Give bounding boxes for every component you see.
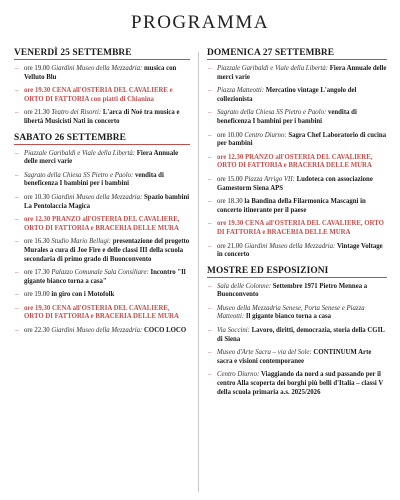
bullet-dash: – bbox=[15, 87, 19, 95]
entry-description: PRANZO all'OSTERIA DEL CAVALIERE, ORTO DI FATTORIA e BRACERIA DELLE MURA bbox=[217, 153, 373, 170]
entry-time: ore 12.30 bbox=[24, 216, 51, 224]
bullet-dash: – bbox=[208, 327, 212, 335]
program-entry bbox=[14, 172, 190, 189]
section-heading-sabato-26-settembre: SABATO 26 SETTEMBRE bbox=[14, 133, 190, 145]
entry-location: Museo d'Arte Sacra – via del Sole: bbox=[217, 349, 312, 357]
program-entry bbox=[207, 65, 387, 82]
bullet-dash: – bbox=[15, 269, 19, 277]
entry-location: Piazza Arrigo VII: bbox=[244, 175, 295, 183]
program-entry bbox=[207, 198, 387, 215]
entry-location: Sagrato della Chiesa SS Pietro e Paolo: bbox=[217, 109, 327, 117]
entry-description: Ludoteca con associazione Gamestorm Siena APS bbox=[217, 175, 373, 192]
entry-time: ore 16.30 bbox=[24, 238, 50, 246]
bullet-dash: – bbox=[15, 304, 19, 312]
entry-description: Viaggiando da nord a sud passando per il centro Alla scoperta dei borghi più belli d'Italia – classi V della scuola primaria a.s. 2025/2026 bbox=[217, 371, 384, 396]
entry-description: L'arca di Noè tra musica e libertà Musicisti Nati in concerto bbox=[24, 109, 180, 125]
entry-location: Piazzale Garibaldi e Viale della Libertà: bbox=[24, 149, 136, 157]
entry-location: Centro Diurno: bbox=[244, 131, 287, 139]
program-entry bbox=[14, 87, 190, 104]
program-entry bbox=[14, 194, 190, 211]
bullet-dash: – bbox=[15, 65, 19, 72]
entry-description: CENA all'OSTERIA DEL CAVALIERE, ORTO DI FATTORIA e BRACERIA DELLE MURA bbox=[217, 220, 384, 236]
entry-location: Museo della Mezzadria Senese, Porta Senese e Piazza Matteotti: bbox=[217, 304, 365, 321]
bullet-dash: – bbox=[208, 131, 212, 139]
column-divider bbox=[198, 52, 199, 492]
program-entry bbox=[207, 305, 387, 322]
entry-location: Giardini Museo della Mezzadria: bbox=[51, 193, 143, 201]
bullet-dash: – bbox=[15, 238, 19, 246]
entry-location: Piazza Matteotti: bbox=[217, 87, 265, 95]
bullet-dash: – bbox=[15, 149, 19, 157]
entry-time: ore 19.00 bbox=[24, 291, 50, 299]
bullet-dash: – bbox=[15, 216, 19, 224]
bullet-dash: – bbox=[208, 65, 212, 72]
entry-description: Lavoro, diritti, democrazia, storia della CGIL di Siena bbox=[217, 327, 385, 343]
entry-time: ore 18.30 bbox=[217, 198, 243, 206]
bullet-dash: – bbox=[208, 109, 212, 117]
bullet-dash: – bbox=[15, 291, 19, 299]
bullet-dash: – bbox=[208, 304, 212, 312]
entry-location: Giardini Museo della Mezzadria: bbox=[51, 65, 143, 72]
bullet-dash: – bbox=[15, 193, 19, 201]
entry-description: vendita di beneficenza I bambini per i bambini bbox=[217, 109, 357, 125]
entry-description: Mercatino vintage L'angolo del collezionista bbox=[217, 87, 357, 103]
entry-time: ore 19.30 bbox=[24, 304, 51, 312]
entry-time: ore 21.30 bbox=[24, 109, 50, 117]
bullet-dash: – bbox=[15, 327, 19, 335]
program-entry bbox=[14, 109, 190, 126]
page-title: PROGRAMMA bbox=[130, 12, 270, 33]
entry-location: Sagrato della Chiesa SS Pietro e Paolo: bbox=[24, 171, 134, 179]
entry-time: ore 12.30 bbox=[217, 153, 244, 161]
program-entry bbox=[14, 238, 190, 264]
left-column bbox=[14, 48, 190, 341]
entry-location: Centro Diurno: bbox=[217, 371, 260, 379]
entry-location: Sala delle Colonne: bbox=[217, 282, 271, 290]
program-entry bbox=[14, 65, 190, 82]
entry-description: Vintage Voltage in concerto bbox=[217, 242, 383, 259]
entry-time: ore 17.30 bbox=[24, 269, 50, 277]
entry-description: musica con Velluto Blu bbox=[24, 65, 177, 81]
section-heading-domenica-27-settembre: DOMENICA 27 SETTEMBRE bbox=[207, 48, 387, 60]
entry-location: Piazzale Garibaldi e Viale della Libertà: bbox=[217, 65, 329, 72]
bullet-dash: – bbox=[208, 198, 212, 206]
program-entry bbox=[14, 305, 190, 322]
program-entry bbox=[14, 327, 190, 336]
bullet-dash: – bbox=[15, 171, 19, 179]
entry-description: vendita di beneficenza I bambini per i bambini bbox=[24, 171, 164, 188]
bullet-dash: – bbox=[208, 242, 212, 250]
entry-time: ore 19.30 bbox=[217, 220, 244, 228]
program-entry bbox=[207, 87, 387, 104]
right-column bbox=[207, 48, 387, 402]
program-entry bbox=[14, 291, 190, 300]
program-entry bbox=[207, 132, 387, 149]
entry-time: ore 19.00 bbox=[24, 65, 50, 72]
bullet-dash: – bbox=[208, 87, 212, 95]
entry-description: CENA all'OSTERIA DEL CAVALIERE, ORTO DI FATTORIA e BRACERIA DELLE MURA bbox=[24, 304, 179, 321]
entry-description: CONTINUUM Arte sacra e visioni contemporanee bbox=[217, 349, 372, 365]
entry-location: Teatro dei Risorti: bbox=[51, 109, 102, 117]
entry-time: ore 10.00 bbox=[217, 131, 243, 139]
program-entry bbox=[14, 216, 190, 233]
entry-description: Fiera Annuale delle merci varie bbox=[217, 65, 387, 81]
bullet-dash: – bbox=[208, 282, 212, 290]
entry-time: ore 22.30 bbox=[24, 327, 50, 335]
entry-description: Spazio bambini La Pentolaccia Magica bbox=[24, 193, 190, 210]
entry-location: Giardini Museo della Mezzadria: bbox=[244, 242, 336, 250]
program-entry bbox=[207, 109, 387, 126]
entry-description: Fiera Annuale delle merci varie bbox=[24, 149, 179, 166]
program-entry bbox=[207, 283, 387, 300]
entry-description: CENA all'OSTERIA DEL CAVALIERE e ORTO DI FATTORIA con piatti di Chianina bbox=[24, 87, 173, 103]
program-entry bbox=[207, 371, 387, 397]
bullet-dash: – bbox=[208, 175, 212, 183]
entry-time: ore 21.00 bbox=[217, 242, 243, 250]
entry-time: ore 15.00 bbox=[217, 175, 243, 183]
entry-description: in giro con i Motofolk bbox=[51, 291, 115, 299]
entry-description: Sagra Chef Laboratorio di cucina per bambini bbox=[217, 131, 387, 148]
program-entry bbox=[207, 176, 387, 193]
entry-location: Via Soccini: bbox=[217, 327, 250, 335]
entry-description: COCO LOCO bbox=[144, 327, 187, 335]
entry-description: Incontro "Il gigante bianco torna a casa" bbox=[24, 269, 186, 285]
program-entry bbox=[207, 327, 387, 344]
program-entry bbox=[14, 150, 190, 167]
program-entry bbox=[14, 269, 190, 286]
entry-location: Studio Mario Bellugi: bbox=[51, 238, 112, 246]
bullet-dash: – bbox=[15, 109, 19, 117]
section-heading-mostre-ed-esposizioni: MOSTRE ED ESPOSIZIONI bbox=[207, 266, 387, 278]
program-entry bbox=[207, 154, 387, 171]
program-entry bbox=[207, 349, 387, 366]
entry-description: presentazione del progetto Murales a cura di Joe Fire e delle classi III della scuola secondaria di primo grado di Buonconvento bbox=[24, 238, 190, 263]
program-entry bbox=[207, 220, 387, 237]
entry-location: Giardini Museo della Mezzadria: bbox=[51, 327, 143, 335]
entry-time: ore 10.30 bbox=[24, 193, 50, 201]
entry-time: ore 19.30 bbox=[24, 87, 51, 95]
section-heading-venerd-25-settembre: VENERDÌ 25 SETTEMBRE bbox=[14, 48, 190, 60]
bullet-dash: – bbox=[208, 220, 212, 228]
entry-location: Palazzo Comunale Sala Consiliare: bbox=[51, 269, 149, 277]
entry-description: PRANZO all'OSTERIA DEL CAVALIERE, ORTO DI FATTORIA e BRACERIA DELLE MURA bbox=[24, 216, 180, 232]
program-entry bbox=[207, 243, 387, 260]
entry-description: Il gigante bianco torna a casa bbox=[245, 313, 332, 321]
bullet-dash: – bbox=[208, 371, 212, 379]
entry-description: Settembre 1971 Pietro Mennea a Buonconvento bbox=[217, 282, 368, 299]
bullet-dash: – bbox=[208, 349, 212, 357]
bullet-dash: – bbox=[208, 153, 212, 161]
entry-description: la Bandina della Filarmonica Mascagni in concerto itinerante per il paese bbox=[217, 198, 366, 214]
